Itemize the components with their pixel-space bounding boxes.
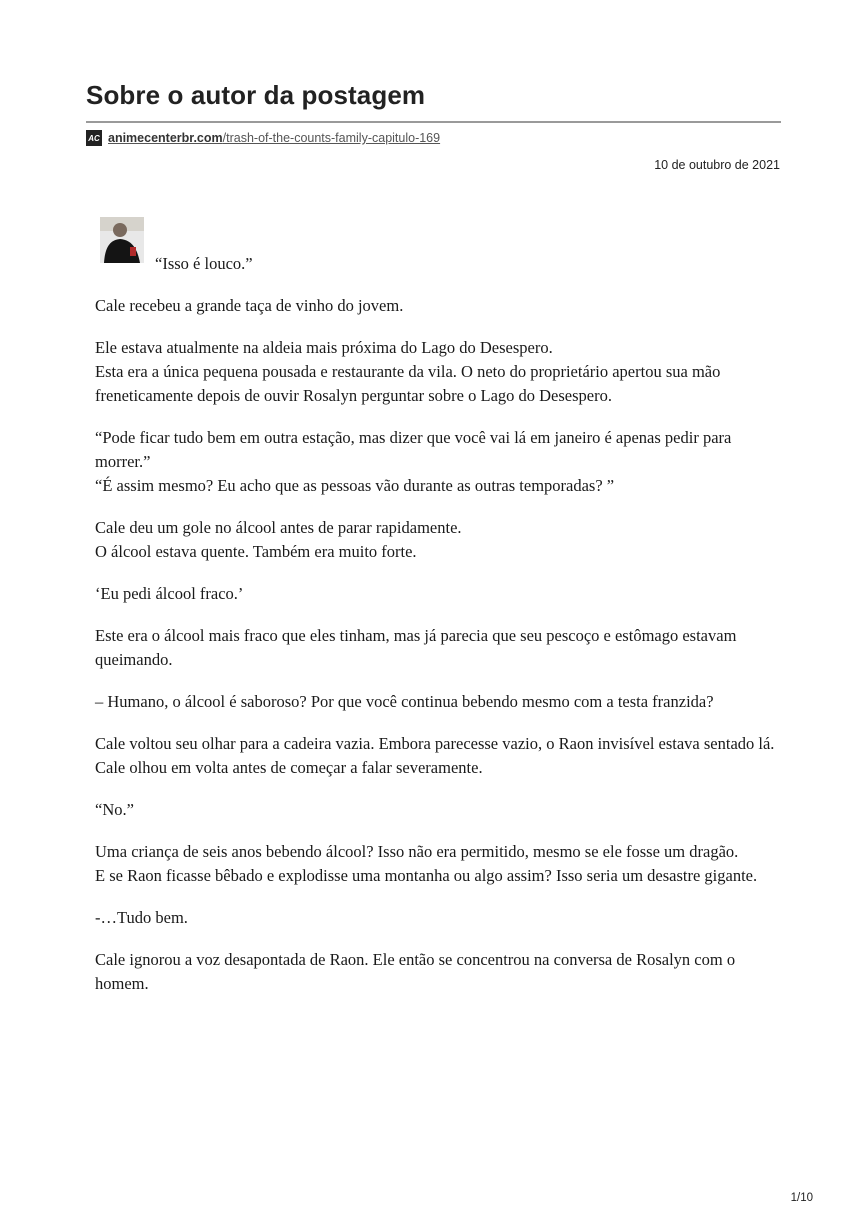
paragraph-line: “No.”: [95, 800, 134, 819]
paragraph: [95, 624, 785, 672]
paragraph-line: Cale ignorou a voz desapontada de Raon. Ele então se concentrou na conversa de Rosalyn com o homem.: [95, 950, 736, 993]
source-link[interactable]: [108, 131, 440, 145]
paragraph: [95, 252, 785, 276]
paragraph-line: Ele estava atualmente na aldeia mais próxima do Lago do Desespero.: [95, 338, 553, 357]
paragraph-line: “É assim mesmo? Eu acho que as pessoas vão durante as outras temporadas? ”: [95, 476, 615, 495]
source-domain[interactable]: animecenterbr.com: [108, 131, 223, 145]
source-row: [86, 130, 440, 146]
paragraph: [95, 798, 785, 822]
title-divider: [86, 121, 781, 123]
paragraph-line: Cale deu um gole no álcool antes de parar rapidamente.: [95, 518, 462, 537]
paragraph: [95, 582, 785, 606]
post-date: 10 de outubro de 2021: [654, 158, 780, 172]
paragraph: [95, 516, 785, 564]
paragraph-line: – Humano, o álcool é saboroso? Por que você continua bebendo mesmo com a testa franzida?: [95, 692, 714, 711]
paragraph: [95, 948, 785, 996]
paragraph-line: Cale voltou seu olhar para a cadeira vazia. Embora parecesse vazio, o Raon invisível estava sentado lá. Cale olhou em volta antes de começar a falar severamente.: [95, 734, 775, 777]
paragraph: [95, 294, 785, 318]
paragraph-line: -…Tudo bem.: [95, 908, 188, 927]
paragraph-line: Cale recebeu a grande taça de vinho do jovem.: [95, 296, 404, 315]
paragraph: [95, 732, 785, 780]
paragraph-line: Esta era a única pequena pousada e restaurante da vila. O neto do proprietário apertou sua mão freneticamente depois de ouvir Rosalyn perguntar sobre o Lago do Desespero.: [95, 362, 721, 405]
paragraph: [95, 336, 785, 408]
paragraph: [95, 840, 785, 888]
paragraph-line: “Isso é louco.”: [155, 254, 253, 273]
paragraph: [95, 906, 785, 930]
paragraph-line: Uma criança de seis anos bebendo álcool? Isso não era permitido, mesmo se ele fosse um dragão.: [95, 842, 739, 861]
paragraph: [95, 426, 785, 498]
paragraph-line: “Pode ficar tudo bem em outra estação, mas dizer que você vai lá em janeiro é apenas pedir para morrer.”: [95, 428, 732, 471]
paragraph-line: O álcool estava quente. Também era muito forte.: [95, 542, 417, 561]
paragraph: [95, 690, 785, 714]
site-logo-icon: AC: [86, 130, 102, 146]
source-path[interactable]: /trash-of-the-counts-family-capitulo-169: [222, 131, 441, 145]
page-title: Sobre o autor da postagem: [86, 80, 426, 110]
paragraph-line: Este era o álcool mais fraco que eles tinham, mas já parecia que seu pescoço e estômago estavam queimando.: [95, 626, 737, 669]
paragraph-line: E se Raon ficasse bêbado e explodisse uma montanha ou algo assim? Isso seria um desastre gigante.: [95, 866, 758, 885]
page-number: 1/10: [790, 1192, 813, 1204]
article-body: [95, 252, 785, 1014]
paragraph-line: ‘Eu pedi álcool fraco.’: [95, 584, 244, 603]
